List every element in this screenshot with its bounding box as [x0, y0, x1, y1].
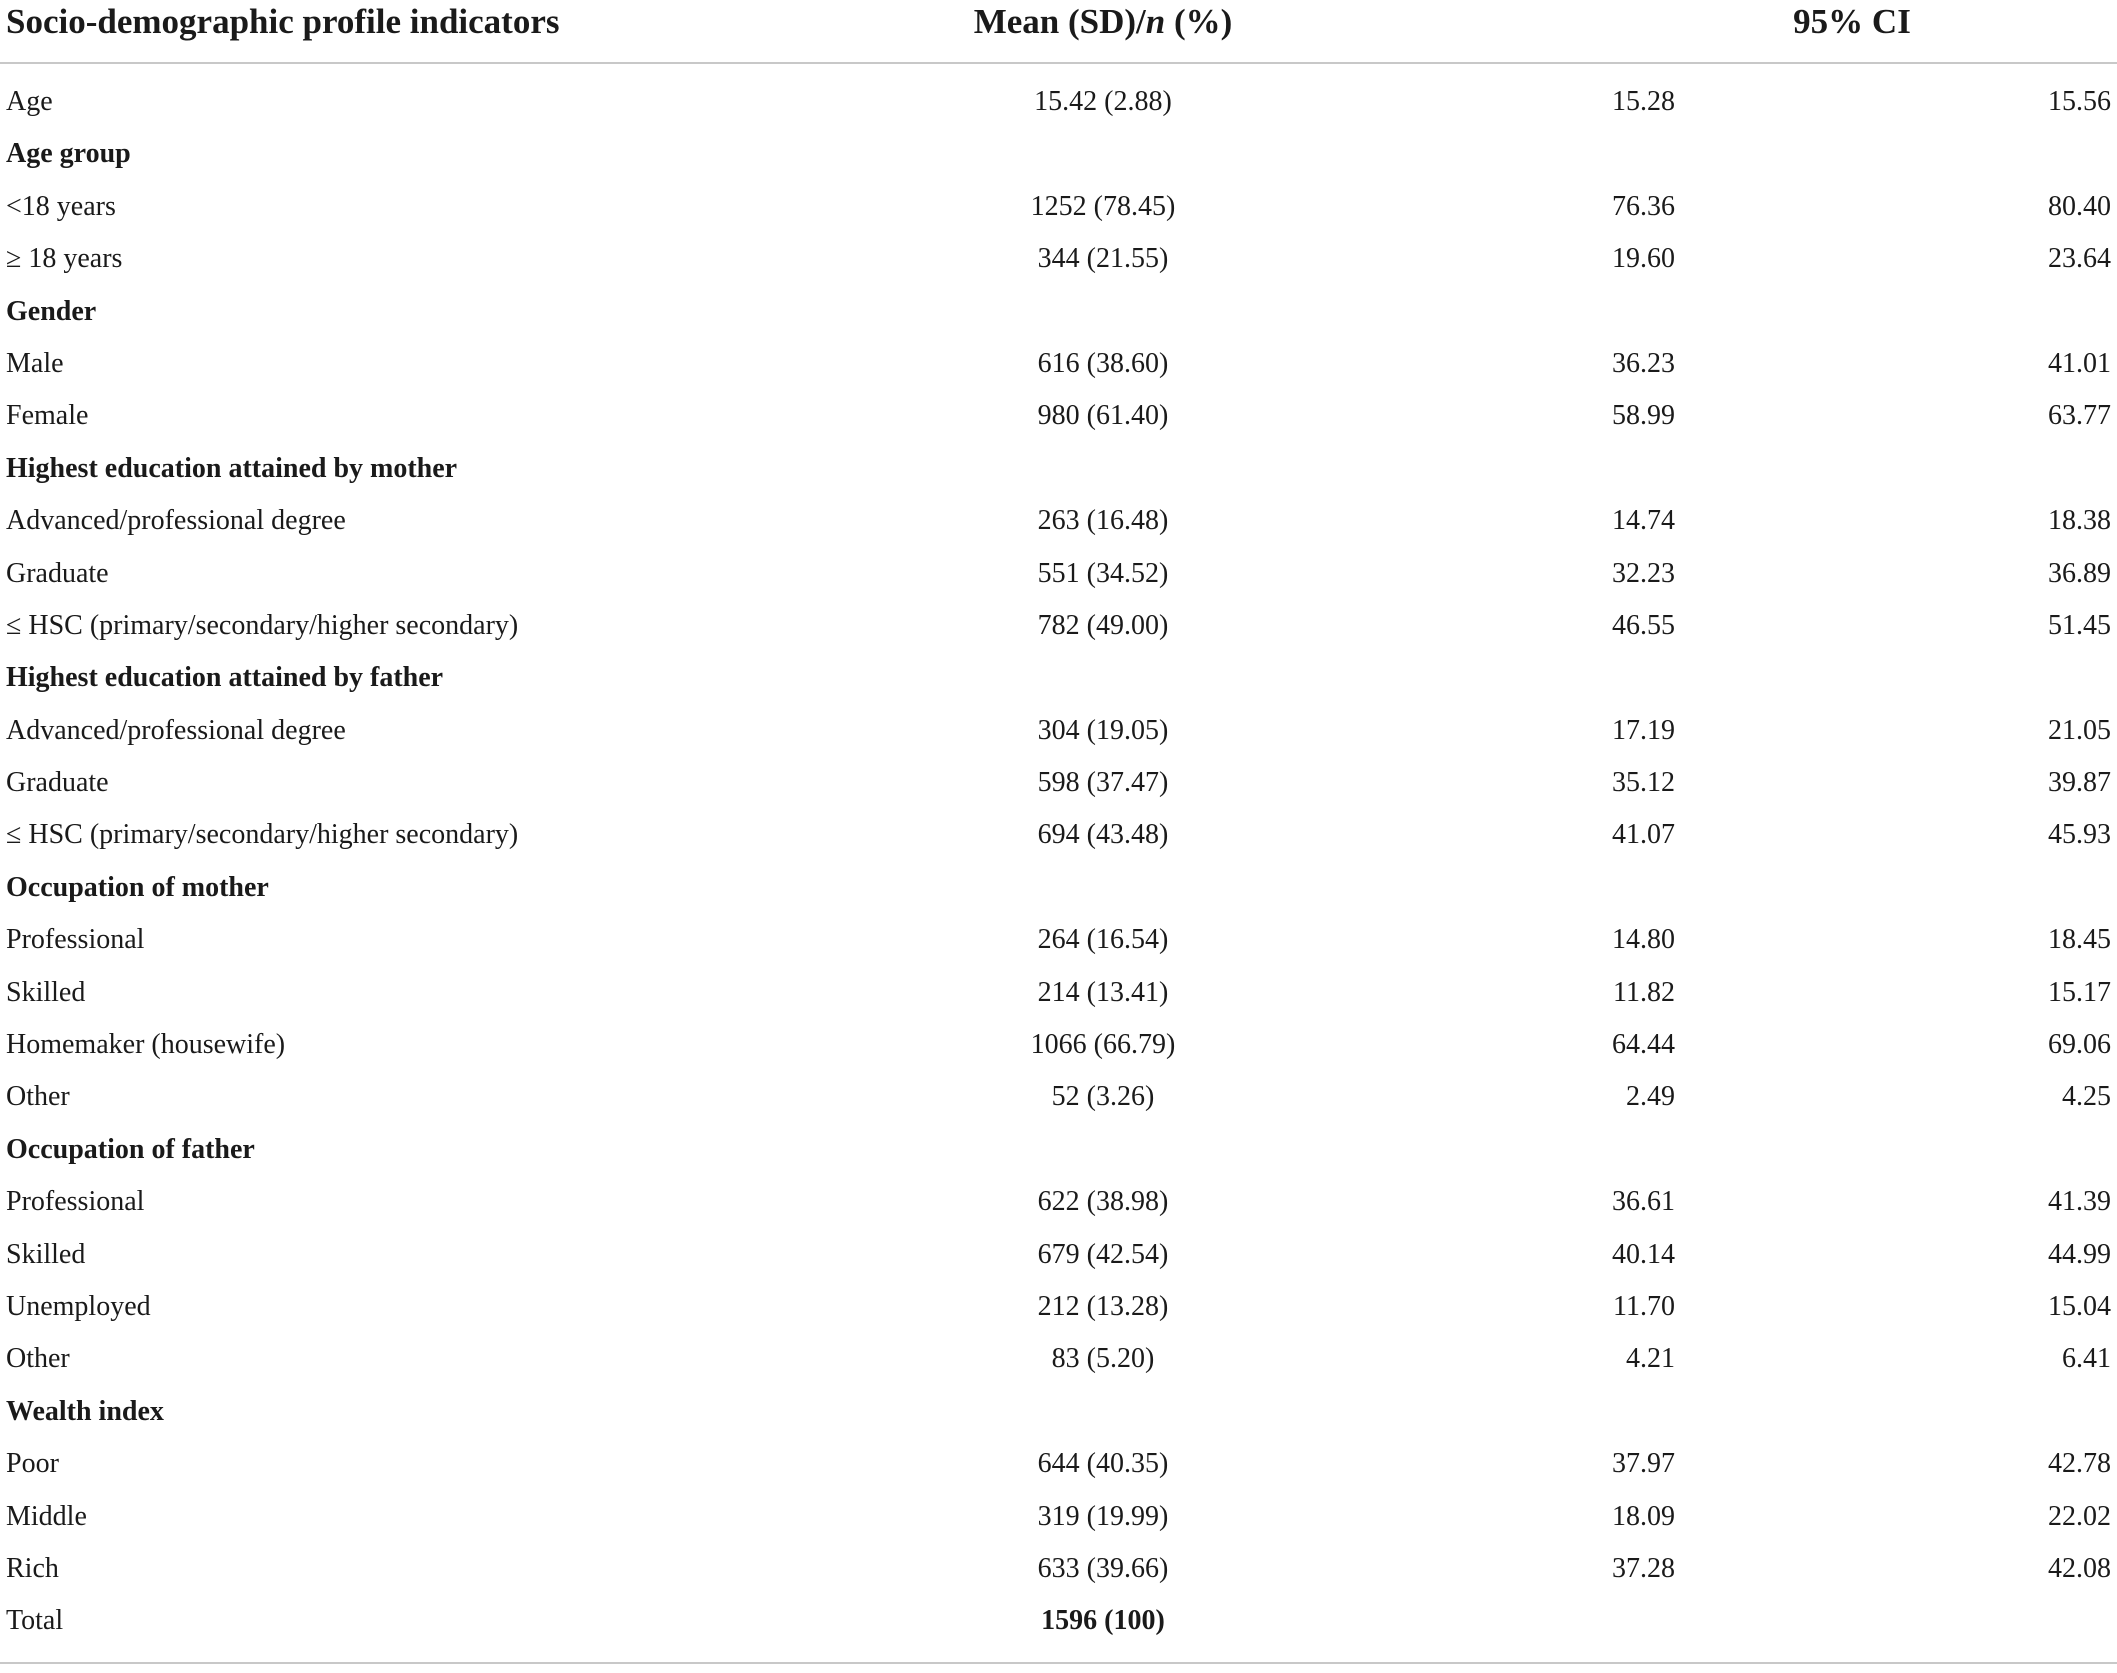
mean-cell: 980 (61.40)	[1037, 400, 1169, 432]
row-label: ≤ HSC (primary/secondary/higher secondary)	[6, 819, 519, 851]
ci-lower-cell: 11.82	[1613, 976, 1675, 1008]
table-row	[0, 693, 2117, 745]
ci-lower-cell: 37.97	[1612, 1448, 1675, 1480]
row-label: Unemployed	[6, 1290, 151, 1322]
ci-lower-cell: 14.80	[1612, 924, 1675, 956]
ci-upper-cell: 6.41	[2062, 1343, 2111, 1375]
header-mean-suffix: (%)	[1165, 2, 1233, 41]
group-header-row	[0, 116, 2117, 168]
group-label: Gender	[6, 295, 97, 327]
ci-lower-cell: 40.14	[1612, 1238, 1675, 1270]
mean-cell: 633 (39.66)	[1037, 1552, 1169, 1584]
table-row	[0, 1007, 2117, 1059]
row-label: Advanced/professional degree	[6, 714, 346, 746]
ci-upper-cell: 51.45	[2048, 609, 2111, 641]
table-row	[0, 1059, 2117, 1111]
mean-cell: 344 (21.55)	[1037, 243, 1169, 275]
mean-cell: 622 (38.98)	[1037, 1186, 1169, 1218]
mean-cell: 616 (38.60)	[1037, 347, 1169, 379]
table-row	[0, 902, 2117, 954]
ci-lower-cell: 76.36	[1612, 190, 1675, 222]
table-row	[0, 378, 2117, 430]
ci-upper-cell: 69.06	[2048, 1029, 2111, 1061]
ci-lower-cell: 18.09	[1612, 1500, 1675, 1532]
ci-upper-cell: 23.64	[2048, 243, 2111, 275]
row-label: Skilled	[6, 976, 86, 1008]
group-header-row	[0, 431, 2117, 483]
total-row	[0, 1583, 2117, 1635]
table-body	[0, 64, 2117, 1636]
table-row	[0, 64, 2117, 116]
ci-upper-cell: 41.39	[2048, 1186, 2111, 1218]
ci-upper-cell: 42.78	[2048, 1448, 2111, 1480]
ci-lower-cell: 32.23	[1612, 557, 1675, 589]
mean-cell: 83 (5.20)	[1051, 1343, 1155, 1375]
ci-lower-cell: 19.60	[1612, 243, 1675, 275]
table-row	[0, 326, 2117, 378]
ci-lower-cell: 64.44	[1612, 1029, 1675, 1061]
group-label: Age group	[6, 138, 131, 170]
group-label: Highest education attained by mother	[6, 452, 458, 484]
ci-lower-cell: 35.12	[1612, 767, 1675, 799]
ci-lower-cell: 46.55	[1612, 609, 1675, 641]
ci-lower-cell: 37.28	[1612, 1552, 1675, 1584]
row-label: Rich	[6, 1552, 59, 1584]
group-header-row	[0, 850, 2117, 902]
row-label: Advanced/professional degree	[6, 505, 346, 537]
ci-lower-cell: 41.07	[1612, 819, 1675, 851]
header-indicators: Socio-demographic profile indicators	[6, 2, 560, 41]
ci-lower-cell: 15.28	[1612, 86, 1675, 117]
table-row	[0, 483, 2117, 535]
ci-upper-cell: 63.77	[2048, 400, 2111, 432]
table-row	[0, 1479, 2117, 1531]
mean-cell: 319 (19.99)	[1037, 1500, 1169, 1532]
table-row	[0, 1217, 2117, 1269]
table-row	[0, 536, 2117, 588]
ci-lower-cell: 36.23	[1612, 347, 1675, 379]
ci-lower-cell: 17.19	[1612, 714, 1675, 746]
table-row	[0, 1426, 2117, 1478]
ci-lower-cell: 36.61	[1612, 1186, 1675, 1218]
mean-cell: 1066 (66.79)	[1030, 1029, 1176, 1061]
row-label: Other	[6, 1081, 70, 1113]
mean-cell: 214 (13.41)	[1037, 976, 1169, 1008]
ci-upper-cell: 45.93	[2048, 819, 2111, 851]
ci-upper-cell: 22.02	[2048, 1500, 2111, 1532]
mean-cell: 782 (49.00)	[1037, 609, 1169, 641]
ci-lower-cell: 4.21	[1626, 1343, 1675, 1375]
table-header	[0, 0, 2117, 64]
row-label: ≥ 18 years	[6, 243, 123, 275]
ci-lower-cell: 11.70	[1613, 1290, 1675, 1322]
ci-upper-cell: 18.45	[2048, 924, 2111, 956]
row-label: Graduate	[6, 557, 109, 589]
row-label: Professional	[6, 1186, 145, 1218]
row-label: <18 years	[6, 190, 116, 222]
row-label: Poor	[6, 1448, 59, 1480]
row-label: Other	[6, 1343, 70, 1375]
ci-upper-cell: 4.25	[2062, 1081, 2111, 1113]
row-label: Graduate	[6, 767, 109, 799]
header-mean-italic: n	[1145, 2, 1166, 41]
group-header-row	[0, 1374, 2117, 1426]
row-label: Homemaker (housewife)	[6, 1029, 286, 1061]
mean-cell: 551 (34.52)	[1037, 557, 1169, 589]
table-row	[0, 221, 2117, 273]
ci-upper-cell: 42.08	[2048, 1552, 2111, 1584]
header-mean-prefix: Mean (SD)/	[973, 2, 1146, 41]
group-label: Highest education attained by father	[6, 662, 444, 694]
mean-cell: 1596 (100)	[1041, 1605, 1165, 1637]
mean-cell: 598 (37.47)	[1037, 767, 1169, 799]
group-label: Occupation of mother	[6, 871, 269, 903]
mean-cell: 15.42 (2.88)	[1034, 86, 1172, 117]
group-label: Wealth index	[6, 1395, 164, 1427]
table-row	[0, 1164, 2117, 1216]
group-header-row	[0, 1112, 2117, 1164]
table-row	[0, 1269, 2117, 1321]
group-header-row	[0, 640, 2117, 692]
table-row	[0, 588, 2117, 640]
mean-cell: 304 (19.05)	[1037, 714, 1169, 746]
row-label: Female	[6, 400, 89, 432]
row-label: ≤ HSC (primary/secondary/higher secondary)	[6, 609, 519, 641]
group-header-row	[0, 274, 2117, 326]
table-row	[0, 1321, 2117, 1373]
mean-cell: 694 (43.48)	[1037, 819, 1169, 851]
mean-cell: 212 (13.28)	[1037, 1290, 1169, 1322]
mean-cell: 264 (16.54)	[1037, 924, 1169, 956]
header-mean	[974, 2, 1233, 42]
ci-upper-cell: 18.38	[2048, 505, 2111, 537]
row-label: Professional	[6, 924, 145, 956]
ci-upper-cell: 21.05	[2048, 714, 2111, 746]
mean-cell: 1252 (78.45)	[1030, 190, 1176, 222]
row-label: Male	[6, 347, 64, 379]
ci-upper-cell: 15.04	[2048, 1290, 2111, 1322]
bottom-rule	[0, 1662, 2117, 1664]
ci-upper-cell: 44.99	[2048, 1238, 2111, 1270]
table-row	[0, 169, 2117, 221]
ci-upper-cell: 80.40	[2048, 190, 2111, 222]
table-row	[0, 1531, 2117, 1583]
ci-upper-cell: 15.17	[2048, 976, 2111, 1008]
ci-lower-cell: 14.74	[1612, 505, 1675, 537]
ci-lower-cell: 2.49	[1626, 1081, 1675, 1113]
mean-cell: 679 (42.54)	[1037, 1238, 1169, 1270]
row-label: Middle	[6, 1500, 87, 1532]
ci-upper-cell: 41.01	[2048, 347, 2111, 379]
table-row	[0, 955, 2117, 1007]
ci-upper-cell: 15.56	[2048, 86, 2111, 117]
mean-cell: 52 (3.26)	[1051, 1081, 1155, 1113]
table-row	[0, 797, 2117, 849]
ci-upper-cell: 36.89	[2048, 557, 2111, 589]
header-ci: 95% CI	[1793, 2, 1911, 41]
table-row	[0, 745, 2117, 797]
row-label: Age	[6, 86, 53, 117]
ci-lower-cell: 58.99	[1612, 400, 1675, 432]
row-label: Skilled	[6, 1238, 86, 1270]
group-label: Occupation of father	[6, 1133, 255, 1165]
ci-upper-cell: 39.87	[2048, 767, 2111, 799]
row-label: Total	[6, 1605, 64, 1637]
mean-cell: 644 (40.35)	[1037, 1448, 1169, 1480]
mean-cell: 263 (16.48)	[1037, 505, 1169, 537]
